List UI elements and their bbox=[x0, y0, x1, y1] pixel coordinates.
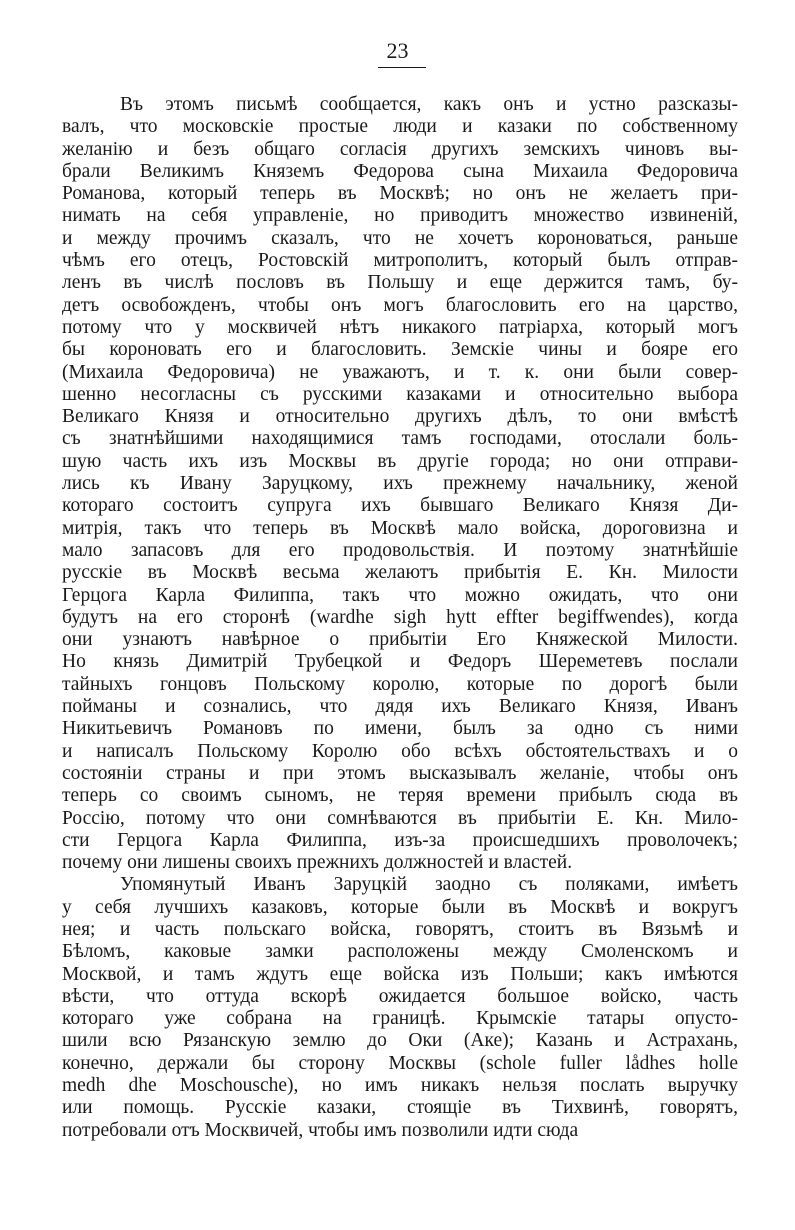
text-line: котораго уже собрана на границѣ. Крымскіе татары опусто- bbox=[62, 1008, 738, 1030]
text-line: они узнаютъ навѣрное о прибытіи Его Княжеской Милости. bbox=[62, 629, 738, 651]
text-line: митрія, такъ что теперь въ Москвѣ мало войска, дороговизна и bbox=[62, 517, 738, 539]
text-line: Но князь Димитрій Трубецкой и Федоръ Шереметевъ послали bbox=[62, 651, 738, 673]
text-line: теперь со своимъ сыномъ, не теряя времени прибылъ сюда въ bbox=[62, 785, 738, 807]
text-line: русскіе въ Москвѣ весьма желаютъ прибытія Е. Кн. Милости bbox=[62, 562, 738, 584]
text-line: или помощь. Русскіе казаки, стоящіе въ Тихвинѣ, говорятъ, bbox=[62, 1097, 738, 1119]
text-line: и между прочимъ сказалъ, что не хочетъ короноваться, раньше bbox=[62, 227, 738, 249]
text-line: чѣмъ его отецъ, Ростовскій митрополитъ, который былъ отправ- bbox=[62, 250, 738, 272]
page-number-rule bbox=[378, 67, 426, 68]
text-line: Великаго Князя и относительно другихъ дѣлъ, то они вмѣстѣ bbox=[62, 406, 738, 428]
text-line: вѣсти, что оттуда вскорѣ ожидается большое войско, часть bbox=[62, 985, 738, 1007]
text-line: шенно несогласны съ русскими казаками и относительно выбора bbox=[62, 383, 738, 405]
body-text bbox=[62, 94, 738, 1142]
text-line: почему они лишены своихъ прежнихъ должностей и властей. bbox=[62, 852, 573, 874]
text-line: сти Герцога Карла Филиппа, изъ-за происшедшихъ проволочекъ; bbox=[62, 829, 738, 851]
text-line: детъ освобожденъ, чтобы онъ могъ благословить его на царство, bbox=[62, 294, 738, 316]
text-line: съ знатнѣйшими находящимися тамъ господами, отослали боль- bbox=[62, 428, 738, 450]
text-line: валъ, что московскіе простые люди и казаки по собственному bbox=[62, 116, 738, 138]
page-number: 23 bbox=[386, 38, 409, 63]
text-line: брали Великимъ Княземъ Федорова сына Михаила Федоровича bbox=[62, 160, 738, 182]
text-line: Романова, который теперь въ Москвѣ; но онъ не желаетъ при- bbox=[62, 183, 738, 205]
text-line: тайныхъ гонцовъ Польскому королю, которые по дорогѣ были bbox=[62, 673, 738, 695]
text-line: Въ этомъ письмѣ сообщается, какъ онъ и устно разсказы- bbox=[120, 94, 738, 115]
text-line: и написалъ Польскому Королю обо всѣхъ обстоятельствахъ и о bbox=[62, 740, 738, 762]
text-line: будутъ на его сторонѣ (wardhe sigh hytt effter begiffwendes), когда bbox=[62, 606, 738, 628]
text-line: потребовали отъ Москвичей, чтобы имъ позволили идти сюда bbox=[62, 1119, 579, 1141]
text-line: нея; и часть польскаго войска, говорятъ, стоитъ въ Вязьмѣ и bbox=[62, 918, 738, 940]
text-line: medh dhe Moschousche), но имъ никакъ нельзя послать выручку bbox=[62, 1075, 738, 1097]
paragraph bbox=[62, 94, 738, 874]
text-line: пойманы и сознались, что дядя ихъ Великаго Князя, Иванъ bbox=[62, 696, 738, 718]
text-line: Упомянутый Иванъ Заруцкій заодно съ поляками, имѣетъ bbox=[120, 874, 738, 896]
text-line: Россію, потому что они сомнѣваются въ прибытіи Е. Кн. Мило- bbox=[62, 807, 738, 829]
text-line: мало запасовъ для его продовольствія. И поэтому знатнѣйшіе bbox=[62, 539, 738, 561]
text-line: лись къ Ивану Заруцкому, ихъ прежнему начальнику, женой bbox=[62, 473, 738, 495]
text-line: Москвой, и тамъ ждутъ еще войска изъ Польши; какъ имѣются bbox=[62, 963, 738, 985]
text-line: котораго состоитъ супруга ихъ бывшаго Великаго Князя Ди- bbox=[62, 495, 738, 517]
text-line: ленъ въ числѣ пословъ въ Польшу и еще держится тамъ, бу- bbox=[62, 272, 738, 294]
text-line: Никитьевичъ Романовъ по имени, былъ за одно съ ними bbox=[62, 718, 738, 740]
text-line: состояніи страны и при этомъ высказывалъ желаніе, чтобы онъ bbox=[62, 762, 738, 784]
text-line: шили всю Рязанскую землю до Оки (Аке); Казань и Астрахань, bbox=[62, 1030, 738, 1052]
text-line: Герцога Карла Филиппа, такъ что можно ожидать, что они bbox=[62, 584, 738, 606]
text-line: Бѣломъ, каковые замки расположены между Смоленскомъ и bbox=[62, 941, 738, 963]
text-line: потому что у москвичей нѣтъ никакого патріарха, который могъ bbox=[62, 316, 738, 338]
text-line: шую часть ихъ изъ Москвы въ другіе города; но они отправи- bbox=[62, 450, 738, 472]
text-line: у себя лучшихъ казаковъ, которые были въ Москвѣ и вокругъ bbox=[62, 896, 738, 918]
text-line: желанію и безъ общаго согласія другихъ земскихъ чиновъ вы- bbox=[62, 138, 738, 160]
text-line: нимать на себя управленіе, но приводитъ множество извиненій, bbox=[62, 205, 738, 227]
text-line: бы короновать его и благословить. Земскіе чины и бояре его bbox=[62, 339, 738, 361]
text-line: (Михаила Федоровича) не уважаютъ, и т. к. они были совер- bbox=[62, 361, 738, 383]
text-line: конечно, держали бы сторону Москвы (schole fuller lådhes holle bbox=[62, 1052, 738, 1074]
paragraph bbox=[62, 874, 738, 1142]
